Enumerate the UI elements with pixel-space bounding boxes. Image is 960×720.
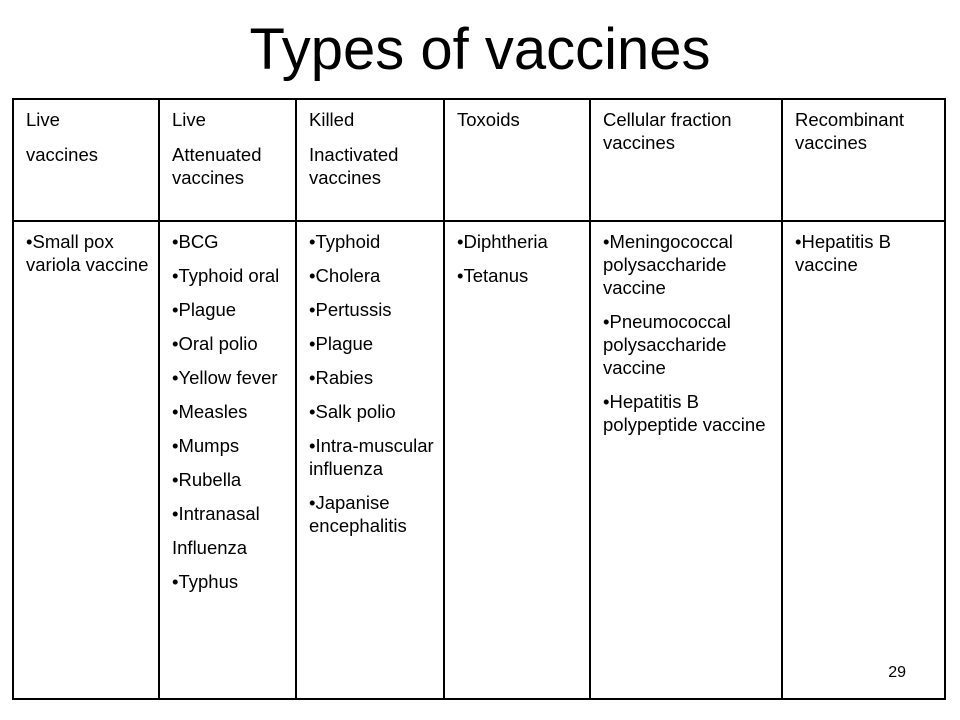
list-item: • Diphtheria bbox=[457, 230, 583, 253]
vaccine-types-table bbox=[12, 98, 946, 700]
header-cell-recombinant bbox=[782, 99, 945, 221]
list-item: • Meningococcal polysaccharide vaccine bbox=[603, 230, 775, 299]
header-text: Recombinant vaccines bbox=[795, 109, 905, 153]
header-text: Toxoids bbox=[457, 109, 520, 130]
cell-toxoids bbox=[444, 221, 590, 699]
body-row bbox=[13, 221, 945, 699]
cell-recombinant bbox=[782, 221, 945, 699]
list-item: Influenza bbox=[172, 537, 248, 558]
list-item: • Typhoid bbox=[309, 230, 437, 253]
list-item: • Intra-muscular influenza bbox=[309, 434, 437, 480]
list-item: • Hepatitis B vaccine bbox=[795, 230, 938, 276]
list-item: • Small pox variola vaccine bbox=[26, 230, 152, 276]
list-item: • Pneumococcal polysaccharide vaccine bbox=[603, 310, 775, 379]
list-item: • Cholera bbox=[309, 264, 437, 287]
header-text: Live bbox=[26, 109, 60, 130]
header-cell-toxoids bbox=[444, 99, 590, 221]
list-item: • Plague bbox=[309, 332, 437, 355]
cell-attenuated bbox=[159, 221, 296, 699]
list-item: • Tetanus bbox=[457, 264, 583, 287]
header-text: Cellular fraction vaccines bbox=[603, 109, 732, 153]
header-cell-live bbox=[13, 99, 159, 221]
list-item: • Typhus bbox=[172, 570, 289, 593]
list-item: • Typhoid oral bbox=[172, 264, 289, 287]
header-text: vaccines bbox=[26, 144, 98, 165]
list-item: • Plague bbox=[172, 298, 289, 321]
slide-number: 29 bbox=[888, 664, 906, 681]
list-item: • Yellow fever bbox=[172, 366, 289, 389]
list-item: • Intranasal bbox=[172, 502, 289, 525]
header-text: Killed bbox=[309, 109, 355, 130]
list-item: • BCG bbox=[172, 230, 289, 253]
header-text: Live bbox=[172, 109, 206, 130]
cell-killed bbox=[296, 221, 444, 699]
header-cell-attenuated bbox=[159, 99, 296, 221]
cell-cellular bbox=[590, 221, 782, 699]
list-item: • Measles bbox=[172, 400, 289, 423]
header-row bbox=[13, 99, 945, 221]
list-item: • Hepatitis B polypeptide vaccine bbox=[603, 390, 775, 436]
header-text: Attenuated vaccines bbox=[172, 144, 262, 188]
list-item: • Oral polio bbox=[172, 332, 289, 355]
header-text: Inactivated vaccines bbox=[309, 144, 399, 188]
list-item: • Pertussis bbox=[309, 298, 437, 321]
header-cell-cellular bbox=[590, 99, 782, 221]
list-item: • Rabies bbox=[309, 366, 437, 389]
list-item: • Mumps bbox=[172, 434, 289, 457]
cell-live bbox=[13, 221, 159, 699]
slide-title: Types of vaccines bbox=[249, 17, 711, 82]
header-cell-killed bbox=[296, 99, 444, 221]
list-item: • Rubella bbox=[172, 468, 289, 491]
list-item: • Salk polio bbox=[309, 400, 437, 423]
list-item: • Japanise encephalitis bbox=[309, 491, 437, 537]
